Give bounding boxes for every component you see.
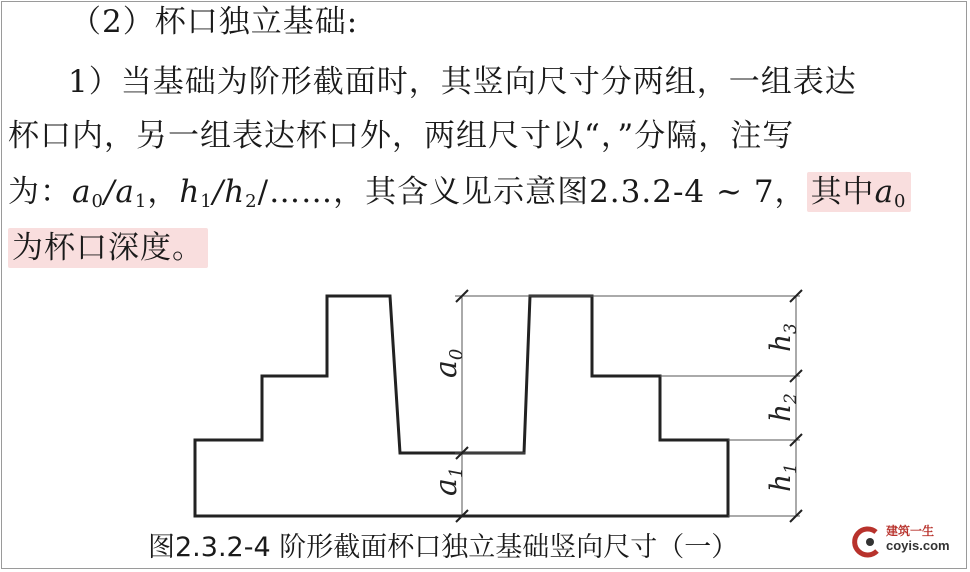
highlight-span bbox=[807, 172, 911, 212]
highlight-line-4: 为杯口深度。 bbox=[8, 228, 208, 268]
paragraph-line-1 bbox=[68, 62, 857, 102]
h-symbol: h bbox=[224, 174, 246, 210]
watermark-url: coyis.com bbox=[886, 538, 950, 553]
watermark-top-text: 建筑一生 bbox=[886, 524, 935, 538]
alpha-symbol: a bbox=[72, 174, 92, 210]
figure-caption: 图2.3.2-4 阶形截面杯口独立基础竖向尺寸（一） bbox=[148, 532, 739, 563]
section-heading bbox=[70, 2, 358, 42]
watermark bbox=[850, 522, 960, 562]
paragraph-line-3 bbox=[8, 172, 911, 222]
alpha-symbol: a bbox=[874, 174, 895, 210]
line-3-prefix: 为： bbox=[8, 174, 72, 210]
paragraph-line-2 bbox=[8, 116, 794, 156]
line-1-text: 1）当基础为阶形截面时，其竖向尺寸分两组，一组表达 bbox=[68, 64, 857, 100]
alpha-subscript-0: 0 bbox=[91, 191, 104, 212]
alpha-subscript-1: 1 bbox=[134, 191, 148, 212]
line-3-rest: /……，其含义见示意图2.3.2-4 ~ 7， bbox=[257, 174, 807, 210]
highlight-text: 其中 bbox=[810, 174, 875, 210]
line-2-text: 杯口内，另一组表达杯口外，两组尺寸以“，”分隔，注写 bbox=[8, 118, 795, 154]
watermark-logo-icon bbox=[850, 524, 886, 560]
paragraph-line-4 bbox=[8, 228, 208, 268]
label-h1: $h_1$ bbox=[764, 463, 801, 492]
label-a0: $a_0$ bbox=[429, 348, 467, 378]
slash: / bbox=[103, 174, 116, 210]
foundation-diagram bbox=[0, 270, 970, 530]
slash: / bbox=[212, 174, 225, 210]
label-h2: $h_2$ bbox=[764, 393, 801, 422]
label-h3: $h_3$ bbox=[764, 323, 801, 352]
separator: ， bbox=[147, 174, 180, 210]
h-subscript-2: 2 bbox=[245, 191, 258, 212]
label-a1: $a_1$ bbox=[429, 466, 467, 496]
heading-text: （2）杯口独立基础: bbox=[70, 4, 359, 40]
alpha-symbol: a bbox=[115, 174, 135, 210]
alpha-subscript-0: 0 bbox=[894, 191, 907, 212]
h-subscript-1: 1 bbox=[200, 191, 213, 212]
h-symbol: h bbox=[179, 174, 201, 210]
